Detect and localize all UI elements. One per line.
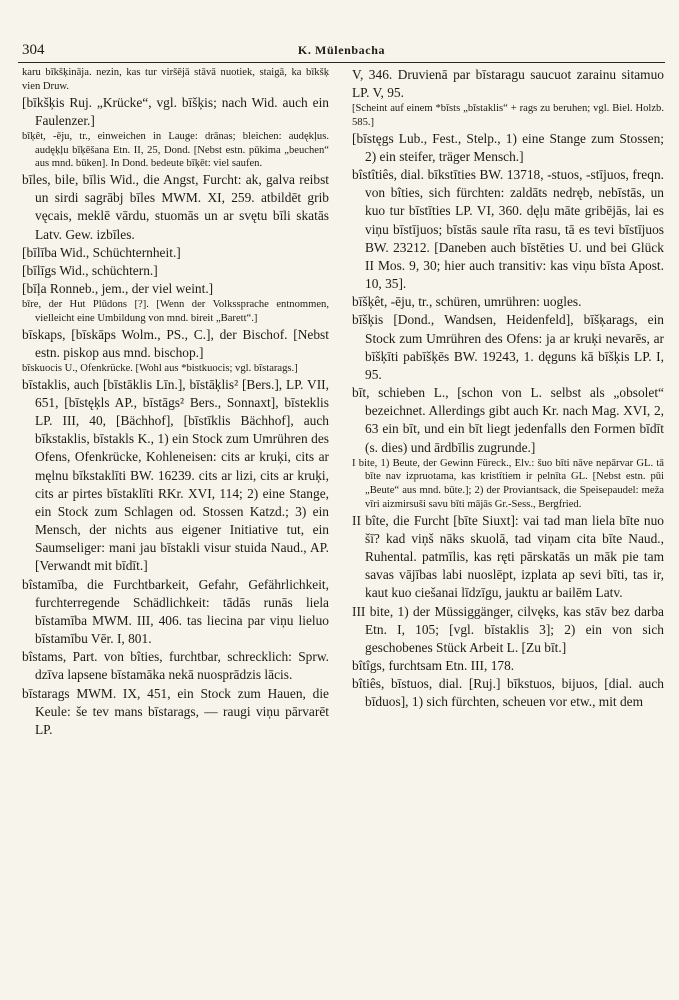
dictionary-entry: bīšķis [Dond., Wandsen, Heidenfeld], bīšķarags, ein Stock zum Umrühren des Ofens: ja ar kruķi nevarēs, ar bīšķīti pabīšķēs BW. 19243, 1. dęguns kā bīšķis LP. I, 95. — [352, 312, 664, 382]
dictionary-entry: bīstarags MWM. IX, 451, ein Stock zum Hauen, die Keule: še tev mans bīstarags, — raugi viņu pārvarēt LP. — [22, 685, 329, 737]
dictionary-entry: bīre, der Hut Plūdons [?]. [Wenn der Volkssprache entnommen, vielleicht eine Umbildung von mnd. bireit „Barett“.] — [22, 299, 329, 324]
dictionary-entry: [Scheint auf einem *bīsts „bīstaklis“ + rags zu beruhen; vgl. Biel. Holzb. 585.] — [352, 103, 664, 129]
dictionary-entry: bīķêt, -ēju, tr., einweichen in Lauge: drānas; bleichen: audękļus. audęķļu bīķēšana Etn. II, 25, Dond. [Nebst estn. pūkima „beuchen“ aus mnd. būken]. In Dond. bedeute bīķēt: viel saufen. — [22, 130, 329, 170]
dictionary-entry: [bīstęgs Lub., Fest., Stelp., 1) eine Stange zum Stossen; 2) ein steifer, träger Mensch.] — [352, 130, 664, 164]
dictionary-entry: bīskaps, [bīskāps Wolm., PS., C.], der Bischof. [Nebst estn. piskop aus mnd. bischop.] — [22, 326, 329, 360]
dictionary-entry: bîtîgs, furchtsam Etn. III, 178. — [352, 657, 515, 673]
dictionary-entry: bīskuocis U., Ofenkrücke. [Wohl aus *bistkuocis; vgl. bīstarags.] — [22, 363, 298, 375]
dictionary-entry: bîstams, Part. von bîties, furchtbar, schrecklich: Sprw. dzīva lapsene bīstamāka nekā nuosprādzis lācis. — [22, 649, 329, 683]
dictionary-entry: bīšķêt, -ēju, tr., schüren, umrühren: uogles. — [352, 294, 582, 310]
page-number: 304 — [22, 42, 45, 58]
dictionary-entry: karu bīkšķināja. nezin, kas tur viršējā stāvā nuotiek, staigā, ka bīkšķ vien Druw. — [22, 67, 329, 92]
dictionary-entry: bîtiês, bīstuos, dial. [Ruj.] bīkstuos, bijuos, [dial. auch bīduos], 1) sich fürchten, scheuen vor etw., mit dem — [352, 676, 664, 710]
dictionary-entry: II bîte, die Furcht [bīte Siuxt]: vai tad man liela bīte nuo šī? kad viņš nāks skuolā, tad viņam cita bīte Naud., Ruhental. patmīlis, kas ręti pārskatās un māk pie tam savas vājības labi nuoslēpt, izplata ap sevi bīti, tas ir, kaut kuo ciešanai līdzīgu, jauktu ar bailēm Latv. — [352, 512, 664, 601]
dictionary-entry: bīstaklis, auch [bīstāklis Līn.], bīstāķlis² [Bers.], LP. VII, 651, [bīstęķls AP., bīstāgs² Bers., Sonnaxt], bīsteklis LP. III, 40, [Bächhof], [bīstīklis Bächhof], auch bīkstaklis, bīstakls K., 1) ein Stock zum Umrühren des Ofens, Ofenkrücke, Kohleneisen: cits ar kruķi, cits ar męlnu bīkstaklīti BW. 16239. cits ar lizi, cits ar kruķi, cits ar pirtes bīstaklīti RKr. XVI, 114; 2) eine Stange, ein Stock zum Schlagen od. Stossen Katzd.; 3) ein Mensch, der nichts aus eigener Initiative tut, ein Saumseliger: mani jau bīstakli visur stuida Naud., AP. [Verwandt mit bīdīt.] — [22, 376, 329, 574]
right-column — [352, 66, 664, 990]
page-header — [18, 42, 665, 63]
running-head: K. Mülenbacha — [297, 43, 386, 57]
dictionary-entry: bîstîtiês, dial. bīkstīties BW. 13718, -stuos, -stījuos, freqn. von bîties, sich fürchten: zaldāts nedręb, nebīstās, un kuo tur bīstīties LP. VI, 360. dęļu māte gribējās, lai es viņu bīstījuos; bīstās saule rīta rasu, tā es tevi bīstījuos BW. 23212. [Daneben auch bīstēties U. und bei Glück II Mos. 9, 30; hier auch transitiv: kas viņu bīsta Apost. 10, 35]. — [352, 167, 664, 292]
dictionary-entry: I bite, 1) Beute, der Gewinn Füreck., Elv.: šuo bīti nāve nepārvar GL. tā bīte nav izpruotama, kas kristītiem ir pelnīta GL. [Nebst estn. pūi „Beute“ aus mnd. būte.]; 2) der Proviantsack, die Speisepaudel: meža vīri aizmirsuši savu bīti mājās Gr.-Sess., Bergfried. — [352, 457, 664, 510]
dictionary-entry: [bīkšķis Ruj. „Krücke“, vgl. bīšķis; nach Wid. auch ein Faulenzer.] — [22, 94, 329, 128]
dictionary-entry: bīt, schieben L., [schon von L. selbst als „obsolet“ bezeichnet. Allerdings gibt auch Kr. nach Mag. XVI, 2, 63 ein bīt, und ein bīt liegt jedenfalls den Formen bīdīt (s. dies) und ārdbīlis zugrunde.] — [352, 385, 664, 455]
dictionary-entry: bīles, bile, bīlis Wid., die Angst, Furcht: ak, galva reibst un sirdi sagrābj bīles MWM. XI, 259. atbildēt grib vęcais, meklē vārdu, stuomās un ar svętu bīli skatās Latv. Gew. izbīles. — [22, 172, 329, 242]
dictionary-entry: V, 346. Druvienā par bīstaragu saucuot zarainu sitamuo LP. V, 95. — [352, 67, 664, 101]
dictionary-entry: bîstamība, die Furchtbarkeit, Gefahr, Gefährlichkeit, furchterregende Schädlichkeit: tādās runās liela bīstamība MWM. III, 406. tas liecina par viņu lieluo bīstamību Vēr. I, 801. — [22, 576, 329, 647]
left-column — [22, 66, 329, 990]
dictionary-entry: [bīlība Wid., Schüchternheit.] — [22, 244, 181, 260]
dictionary-entry: [bīlīgs Wid., schüchtern.] — [22, 262, 158, 278]
dictionary-entry: III bite, 1) der Müssiggänger, cilvęks, kas stāv bez darba Etn. I, 105; [vgl. bīstaklis 3]; 2) ein von sich geschobenes Stück Arbeit L. [Zu bīt.] — [352, 603, 664, 655]
dictionary-entry: [bīļa Ronneb., jem., der viel weint.] — [22, 281, 214, 297]
